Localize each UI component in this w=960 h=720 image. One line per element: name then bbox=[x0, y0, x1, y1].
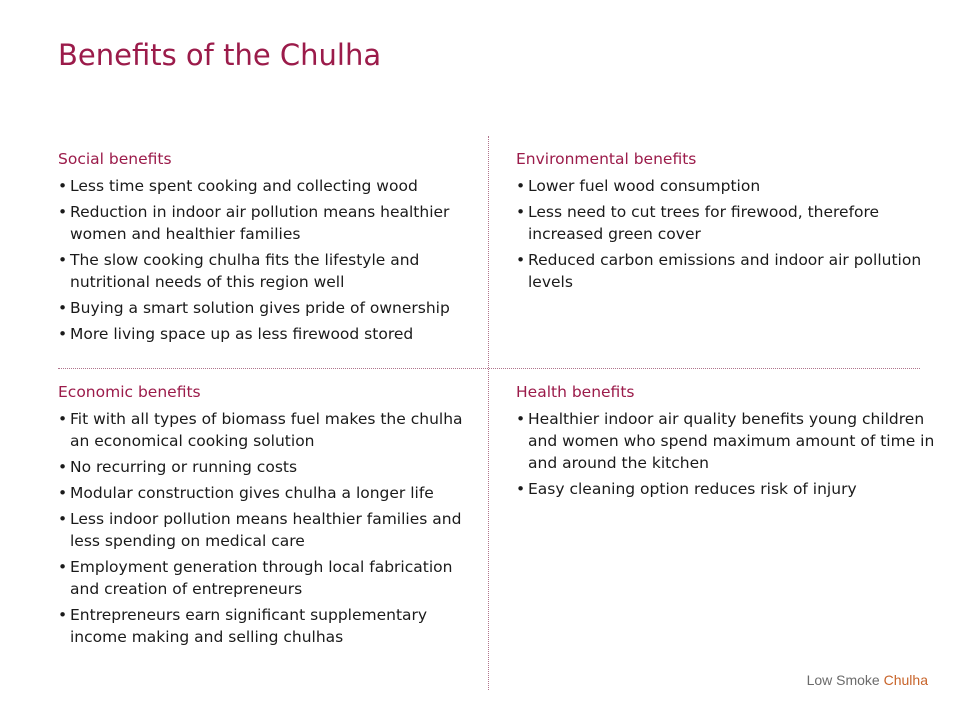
list-item: • Less time spent cooking and collecting wood bbox=[58, 175, 483, 197]
list-item: • The slow cooking chulha fits the lifestyle and nutritional needs of this region well bbox=[58, 249, 483, 293]
list-item: • Reduced carbon emissions and indoor air pollution levels bbox=[516, 249, 936, 293]
economic-benefits-heading: Economic benefits bbox=[58, 383, 201, 401]
list-item: • Healthier indoor air quality benefits young children and women who spend maximum amount of time in and around the kitchen bbox=[516, 408, 936, 474]
list-item: • Lower fuel wood consumption bbox=[516, 175, 936, 197]
list-item: • Entrepreneurs earn significant supplementary income making and selling chulhas bbox=[58, 604, 483, 648]
economic-benefits-section bbox=[58, 381, 483, 652]
list-item: • Less indoor pollution means healthier families and less spending on medical care bbox=[58, 508, 483, 552]
horizontal-divider bbox=[58, 368, 920, 369]
health-benefits-list bbox=[516, 408, 936, 500]
list-item: • Fit with all types of biomass fuel makes the chulha an economical cooking solution bbox=[58, 408, 483, 452]
list-item: • Less need to cut trees for firewood, therefore increased green cover bbox=[516, 201, 936, 245]
social-benefits-section bbox=[58, 148, 483, 349]
list-item: • More living space up as less firewood stored bbox=[58, 323, 483, 345]
social-benefits-list bbox=[58, 175, 483, 345]
low-smoke-chulha-logo bbox=[807, 672, 928, 688]
environmental-benefits-section bbox=[516, 148, 936, 297]
list-item: • Employment generation through local fabrication and creation of entrepreneurs bbox=[58, 556, 483, 600]
economic-benefits-list bbox=[58, 408, 483, 648]
slide-title: Benefits of the Chulha bbox=[58, 38, 382, 72]
health-benefits-section bbox=[516, 381, 936, 504]
environmental-benefits-heading: Environmental benefits bbox=[516, 150, 697, 168]
health-benefits-heading: Health benefits bbox=[516, 383, 635, 401]
vertical-divider bbox=[488, 136, 489, 690]
list-item: • Reduction in indoor air pollution means healthier women and healthier families bbox=[58, 201, 483, 245]
logo-text-chulha: Chulha bbox=[883, 672, 928, 688]
logo-text-low-smoke: Low Smoke bbox=[806, 672, 880, 688]
environmental-benefits-list bbox=[516, 175, 936, 293]
list-item: • Modular construction gives chulha a longer life bbox=[58, 482, 483, 504]
list-item: • Buying a smart solution gives pride of ownership bbox=[58, 297, 483, 319]
social-benefits-heading: Social benefits bbox=[58, 150, 172, 168]
list-item: • No recurring or running costs bbox=[58, 456, 483, 478]
list-item: • Easy cleaning option reduces risk of injury bbox=[516, 478, 936, 500]
